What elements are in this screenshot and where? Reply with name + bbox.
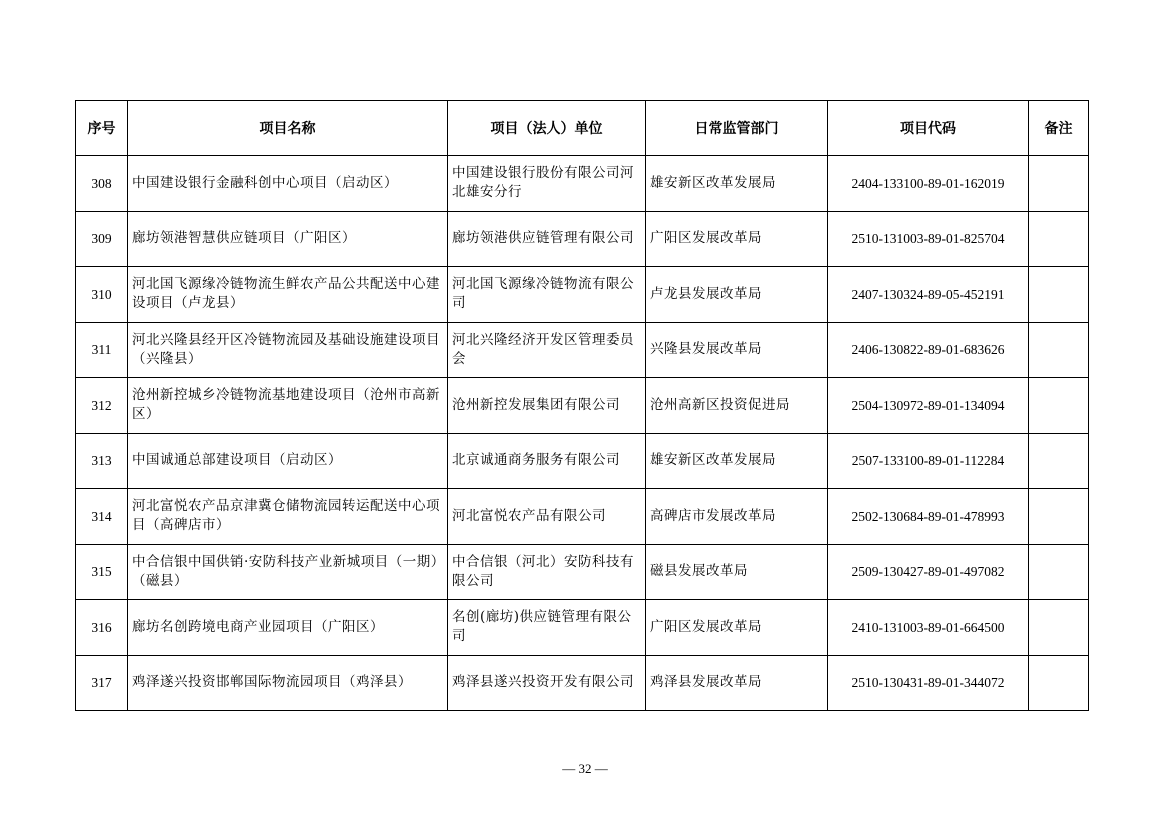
cell-project-name: 中国建设银行金融科创中心项目（启动区） [128,156,448,212]
cell-project-unit: 河北国飞源缘冷链物流有限公司 [448,267,646,323]
header-project-unit: 项目（法人）单位 [448,101,646,156]
cell-index: 315 [76,544,128,600]
cell-remarks [1029,655,1089,711]
cell-remarks [1029,433,1089,489]
cell-project-code: 2509-130427-89-01-497082 [828,544,1029,600]
table-row [76,267,1089,323]
table-header [76,101,1089,156]
cell-project-name: 沧州新控城乡冷链物流基地建设项目（沧州市高新区） [128,378,448,434]
cell-project-code: 2510-130431-89-01-344072 [828,655,1029,711]
cell-project-code: 2404-133100-89-01-162019 [828,156,1029,212]
table-row [76,433,1089,489]
header-index: 序号 [76,101,128,156]
header-supervision-dept: 日常监管部门 [646,101,828,156]
cell-remarks [1029,267,1089,323]
cell-project-name: 河北国飞源缘冷链物流生鲜农产品公共配送中心建设项目（卢龙县） [128,267,448,323]
cell-project-name: 中合信银中国供销·安防科技产业新城项目（一期）（磁县） [128,544,448,600]
cell-supervision-dept: 沧州高新区投资促进局 [646,378,828,434]
cell-project-unit: 沧州新控发展集团有限公司 [448,378,646,434]
cell-project-unit: 河北富悦农产品有限公司 [448,489,646,545]
cell-index: 312 [76,378,128,434]
table-row [76,655,1089,711]
header-remarks: 备注 [1029,101,1089,156]
cell-remarks [1029,211,1089,267]
cell-project-unit: 北京诚通商务服务有限公司 [448,433,646,489]
cell-project-name: 河北兴隆县经开区冷链物流园及基础设施建设项目（兴隆县） [128,322,448,378]
cell-project-code: 2407-130324-89-05-452191 [828,267,1029,323]
cell-project-unit: 名创(廊坊)供应链管理有限公司 [448,600,646,656]
table-row [76,600,1089,656]
table-body [76,156,1089,711]
cell-project-code: 2502-130684-89-01-478993 [828,489,1029,545]
cell-supervision-dept: 磁县发展改革局 [646,544,828,600]
cell-project-code: 2406-130822-89-01-683626 [828,322,1029,378]
cell-index: 313 [76,433,128,489]
cell-project-code: 2510-131003-89-01-825704 [828,211,1029,267]
table-row [76,489,1089,545]
cell-remarks [1029,322,1089,378]
table-row [76,322,1089,378]
cell-index: 310 [76,267,128,323]
cell-project-name: 廊坊领港智慧供应链项目（广阳区） [128,211,448,267]
cell-supervision-dept: 高碑店市发展改革局 [646,489,828,545]
cell-index: 308 [76,156,128,212]
header-project-code: 项目代码 [828,101,1029,156]
cell-project-name: 中国诚通总部建设项目（启动区） [128,433,448,489]
header-project-name: 项目名称 [128,101,448,156]
cell-index: 316 [76,600,128,656]
cell-project-name: 鸡泽遂兴投资邯郸国际物流园项目（鸡泽县） [128,655,448,711]
cell-project-unit: 鸡泽县遂兴投资开发有限公司 [448,655,646,711]
cell-supervision-dept: 雄安新区改革发展局 [646,156,828,212]
project-table [75,100,1089,711]
table-row [76,544,1089,600]
cell-project-unit: 廊坊领港供应链管理有限公司 [448,211,646,267]
cell-project-code: 2507-133100-89-01-112284 [828,433,1029,489]
cell-project-unit: 中合信银（河北）安防科技有限公司 [448,544,646,600]
cell-supervision-dept: 兴隆县发展改革局 [646,322,828,378]
cell-remarks [1029,489,1089,545]
cell-supervision-dept: 卢龙县发展改革局 [646,267,828,323]
cell-index: 309 [76,211,128,267]
cell-remarks [1029,600,1089,656]
cell-project-unit: 河北兴隆经济开发区管理委员会 [448,322,646,378]
cell-supervision-dept: 雄安新区改革发展局 [646,433,828,489]
table-row [76,156,1089,212]
cell-remarks [1029,378,1089,434]
cell-supervision-dept: 鸡泽县发展改革局 [646,655,828,711]
cell-index: 314 [76,489,128,545]
header-row [76,101,1089,156]
cell-supervision-dept: 广阳区发展改革局 [646,211,828,267]
cell-supervision-dept: 广阳区发展改革局 [646,600,828,656]
cell-project-code: 2410-131003-89-01-664500 [828,600,1029,656]
cell-project-name: 廊坊名创跨境电商产业园项目（广阳区） [128,600,448,656]
cell-index: 317 [76,655,128,711]
cell-remarks [1029,544,1089,600]
table-row [76,378,1089,434]
cell-remarks [1029,156,1089,212]
cell-project-unit: 中国建设银行股份有限公司河北雄安分行 [448,156,646,212]
cell-project-code: 2504-130972-89-01-134094 [828,378,1029,434]
page-number: — 32 — [562,761,608,776]
cell-index: 311 [76,322,128,378]
cell-project-name: 河北富悦农产品京津冀仓储物流园转运配送中心项目（高碑店市） [128,489,448,545]
table-row [76,211,1089,267]
